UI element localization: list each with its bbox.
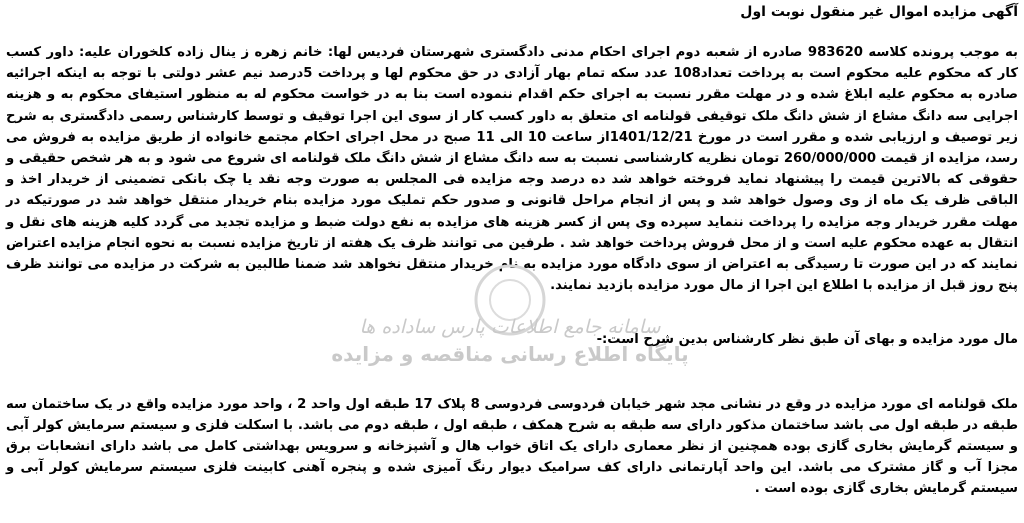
watermark-line-2: پایگاه اطلاع رسانی مناقصه و مزایده [331, 342, 689, 366]
property-intro-line: مال مورد مزایده و بهای آن طبق نظر کارشناس بدین شرح است:- [596, 332, 1018, 347]
notice-body-paragraph: به موجب پرونده کلاسه 983620 صادره از شعبه دوم اجرای احکام مدنی دادگستری شهرستان فردیس لها: خانم زهره ز ینال زاده کلخوران علیه: داور کسب کار که محکوم علیه محکوم است به پرداخت تعداد108 عدد سکه تمام بهار آزادی در حق محکوم لها و پرداخت 5درصد نیم عشر دولتی با توجه به اینکه اجرائیه صادره به محکوم علیه ابلاغ شده و در مهلت مقرر نسبت به اجرای حکم اقدام ننموده است بنا به در خواست محکوم له به منظور استیفای محکوم به و هزینه اجرایی سه دانگ مشاع از شش دانگ ملک توقیفی قولنامه ای متعلق به داور کسب کار از سوی این اجرا توقیف و توسط کارشناس رسمی دادگستری به شرح زیر توصیف و ارزیابی شده و مقرر است در مورخ 1401/12/21از ساعت 10 الی 11 صبح در محل اجرای احکام مجتمع خانواده از طریق مزایده به فروش می رسد، مزایده از قیمت 260/000/000 تومان نظریه کارشناسی نسبت به سه دانگ مشاع از شش دانگ ملک قولنامه ای شروع می شود و به هر شخص حقیقی و حقوقی که بالاترین قیمت را پیشنهاد نماید فروخته خواهد شد ده درصد وجه مزایده فی المجلس به صورت وجه نقد یا چک بانکی تضمینی از خریدار اخذ و الباقی ظرف یک ماه از وی وصول خواهد شد و پس از انجام مراحل قانونی و صدور حکم تملیک مورد مزایده بنام خریدار منتقل خواهد شد در صورتیکه در مهلت مقرر خریدار وجه مزایده را پرداخت ننماید سپرده وی پس از کسر هزینه های مزایده به نفع دولت ضبط و مزایده تجدید می گردد کلیه هزینه های نقل و انتقال به عهده محکوم علیه است و از محل فروش پرداخت خواهد شد . طرفین می توانند ظرف یک هفته از تاریخ مزایده نسبت به نحوه انجام مزایده اعتراض نمایند که در این صورت تا رسیدگی به اعتراض از سوی دادگاه مورد مزایده به نام خریدار منتقل نخواهد شد ضمنا طالبین به شرکت در مزایده می توانند ظرف پنج روز قبل از مزایده با اطلاع این اجرا از مال مورد مزایده بازدید نمایند. [6, 45, 1019, 294]
property-description-paragraph: ملک قولنامه ای مورد مزایده در وقع در نشانی مجد شهر خیابان فردوسی فردوسی 8 پلاک 17 طبقه اول واحد 2 ، واحد مورد مزایده واقع در یک ساختمان سه طبقه در طبقه اول می باشد ساختمان مذکور دارای سه طبقه به شرح همکف ، طبقه اول ، طبقه دوم می باشد. با اسکلت فلزی و سیستم سرمایش کولر آبی و سیستم گرمایش بخاری گازی بوده همچنین از نظر معماری دارای یک اتاق خواب هال و آشپزخانه و سرویس بهداشتی کامل می باشد دارای انشعابات برق مجزا آب و گاز مشترک می باشد. این واحد آپارتمانی دارای کف سرامیک دیوار رنگ آمیزی شده و پنجره آهنی کابینت فلزی سیستم سرمایش کولر آبی و سیستم گرمایش بخاری گازی بوده است . [6, 397, 1019, 496]
watermark-logo-icon [470, 260, 550, 340]
watermark-line-1: سامانه جامع اطلاعات پارس ساداده ها [359, 316, 661, 338]
notice-title: آگهی مزایده اموال غیر منقول نوبت اول [740, 4, 1018, 20]
